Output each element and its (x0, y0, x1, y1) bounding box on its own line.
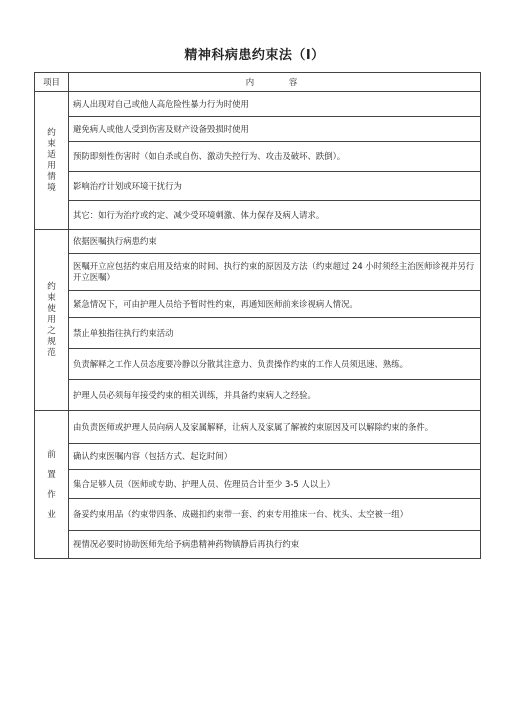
table-cell: 医嘱开立应包括约束启用及结束的时间、执行约束的原因及方法（约束超过 24 小时须经主治医师诊视并另行开立医嘱） (69, 254, 481, 291)
section-label-text: 约束适用情境 (47, 127, 56, 193)
table-cell: 集合足够人员（医师或专助、护理人员、佐理员合计至少 3-5 人以上） (69, 470, 481, 499)
table-row (35, 380, 481, 411)
table-cell: 依据医嘱执行病患约束 (69, 230, 481, 254)
table-cell: 确认约束医嘱内容（包括方式、起讫时间） (69, 444, 481, 470)
header-item: 项目 (35, 73, 69, 92)
table-row (35, 444, 481, 470)
table-cell: 禁止单独指往执行约束活动 (69, 318, 481, 349)
table-row (35, 318, 481, 349)
table-cell: 负责解释之工作人员态度要冷静以分散其注意力、负责操作约束的工作人员须迅速、熟练。 (69, 349, 481, 380)
table-row (35, 291, 481, 318)
table-row (35, 172, 481, 201)
section-label-norms (35, 230, 69, 411)
table-cell: 视情况必要时协助医师先给予病患精神药物镇静后再执行约束 (69, 531, 481, 559)
table-row (35, 470, 481, 499)
header-content: 内 容 (69, 73, 481, 92)
table-cell: 病人出现对自己或他人高危险性暴力行为时使用 (69, 92, 481, 117)
table-row (35, 531, 481, 559)
table-row (35, 201, 481, 230)
table-row (35, 499, 481, 531)
table-row (35, 349, 481, 380)
table-row (35, 142, 481, 172)
section-label-prep (35, 411, 69, 559)
table-cell: 避免病人或他人受到伤害及财产设备毁损时使用 (69, 117, 481, 142)
section-label-text: 约束使用之规范 (47, 281, 56, 358)
table-cell: 其它：如行为治疗或约定、减少受环境刺激、体力保存及病人请求。 (69, 201, 481, 230)
table-cell: 护理人员必须每年接受约束的相关训练，并具备约束病人之经验。 (69, 380, 481, 411)
table-cell: 由负责医师或护理人员向病人及家属解释，让病人及家属了解被约束原因及可以解除约束的条件。 (69, 411, 481, 444)
table-row (35, 92, 481, 117)
table-cell: 影响治疗计划或环境干扰行为 (69, 172, 481, 201)
restraint-table (34, 72, 481, 559)
table-row (35, 411, 481, 444)
table-header-row (35, 73, 481, 92)
table-cell: 紧急情况下，可由护理人员给予暂时性约束，再通知医师前来诊视病人情况。 (69, 291, 481, 318)
table-cell: 备妥约束用品（约束带四条、成磁扣约束带一套、约束专用推床一台、枕头、太空被一组） (69, 499, 481, 531)
table-cell: 预防即刻性伤害时（如自杀或自伤、激动失控行为、攻击及破坏、跌倒）。 (69, 142, 481, 172)
table-row (35, 230, 481, 254)
section-label-applicable (35, 92, 69, 230)
table-row (35, 117, 481, 142)
page-title: 精神科病患约束法（I） (184, 48, 325, 63)
table-row (35, 254, 481, 291)
section-label-text: 前置作业 (47, 449, 56, 520)
